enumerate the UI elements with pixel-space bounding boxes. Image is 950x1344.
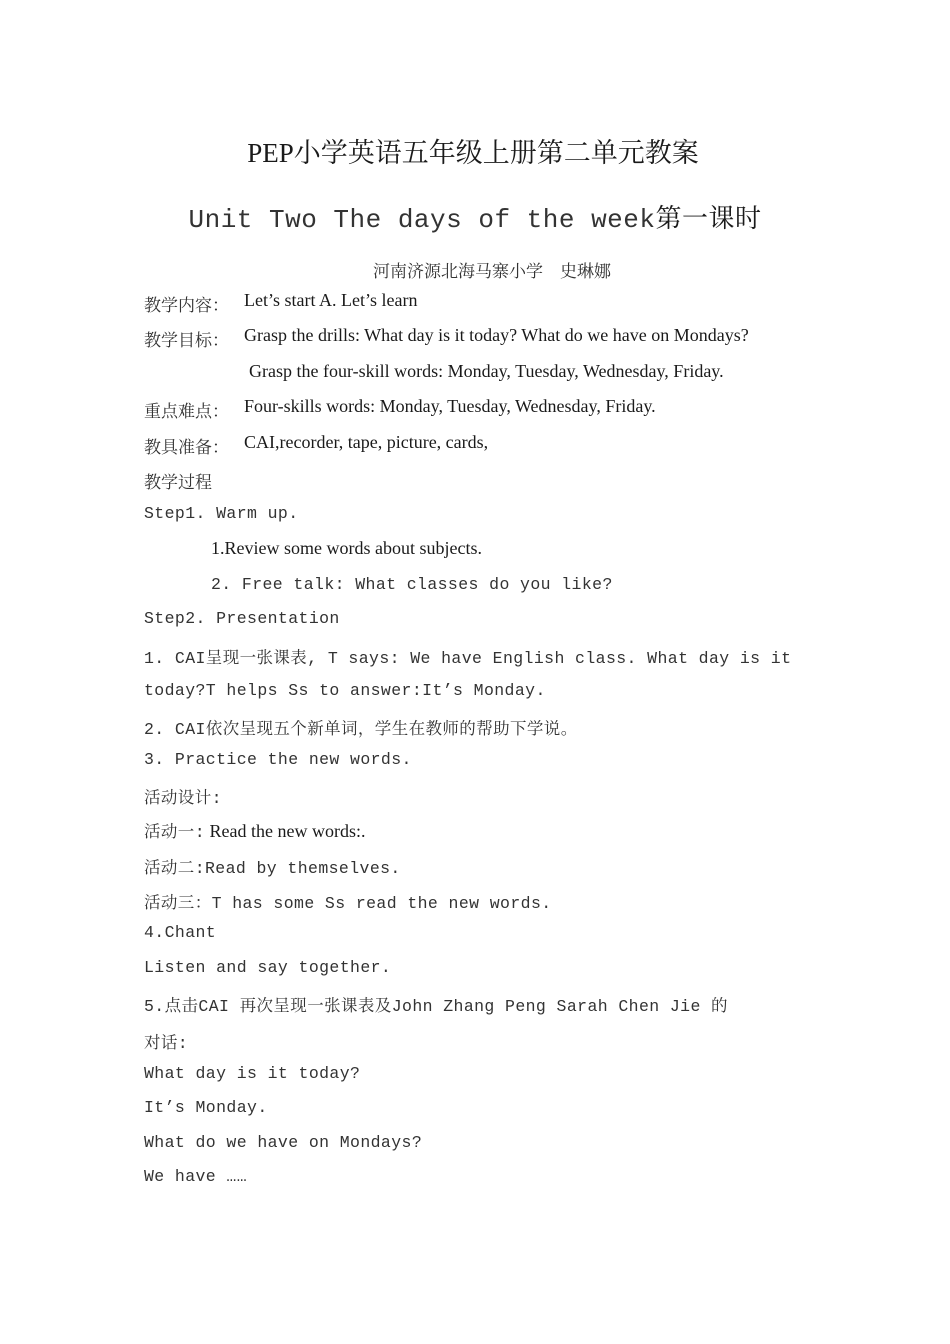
- step1-item-2: 2. Free talk: What classes do you like?: [211, 575, 613, 594]
- step1-item-1: 1.Review some words about subjects.: [211, 538, 482, 558]
- keypoints-label: 重点难点：: [144, 402, 229, 422]
- keypoints-value: Four-skills words: Monday, Tuesday, Wednesday, Friday.: [244, 396, 656, 416]
- dialogue-line: What day is it today?: [144, 1064, 361, 1083]
- goals-label: 教学目标：: [144, 331, 229, 351]
- activity-1-label: 活动一:: [144, 823, 206, 842]
- author-line: 河南济源北海马寨小学 史琳娜: [373, 262, 611, 282]
- activity-1: [144, 818, 365, 842]
- goals-line-2: Grasp the four-skill words: Monday, Tuesday, Wednesday, Friday.: [249, 361, 724, 381]
- step2-item-2: 2. CAI依次呈现五个新单词，学生在教师的帮助下学说。: [144, 720, 578, 739]
- content-value: Let’s start A. Let’s learn: [244, 290, 418, 310]
- activity-2: 活动二:Read by themselves.: [144, 859, 401, 878]
- step2-item-1-line-1: 1. CAI呈现一张课表, T says: We have English class. What day is it: [144, 649, 792, 668]
- step2-item-1-line-2: today?T helps Ss to answer:It’s Monday.: [144, 681, 546, 700]
- activities-label: 活动设计:: [144, 789, 222, 808]
- step2-heading: Step2. Presentation: [144, 609, 340, 628]
- goals-line-1: Grasp the drills: What day is it today? What do we have on Mondays?: [244, 325, 749, 345]
- content-label: 教学内容：: [144, 296, 229, 316]
- dialogue-intro-line-1: 5.点击CAI 再次呈现一张课表及John Zhang Peng Sarah Chen Jie 的: [144, 997, 728, 1016]
- process-label: 教学过程: [144, 473, 212, 493]
- materials-value: CAI,recorder, tape, picture, cards,: [244, 432, 489, 452]
- unit-subtitle-lesson: 第一课时: [655, 204, 762, 234]
- dialogue-line: What do we have on Mondays?: [144, 1133, 423, 1152]
- step1-heading: Step1. Warm up.: [144, 504, 299, 523]
- step2-item-3: 3. Practice the new words.: [144, 750, 412, 769]
- unit-subtitle-english: Unit Two The days of the week: [188, 205, 656, 235]
- dialogue-line: It’s Monday.: [144, 1098, 268, 1117]
- dialogue-intro-line-2: 对话:: [144, 1034, 189, 1053]
- activity-1-text: Read the new words:.: [205, 821, 366, 841]
- document-title: PEP小学英语五年级上册第二单元教案: [247, 138, 699, 168]
- activity-3: 活动三：T has some Ss read the new words.: [144, 894, 552, 913]
- chant-text: Listen and say together.: [144, 958, 392, 977]
- chant-heading: 4.Chant: [144, 923, 217, 942]
- unit-subtitle: [0, 198, 950, 235]
- materials-label: 教具准备：: [144, 438, 229, 458]
- dialogue-line: We have ……: [144, 1167, 248, 1186]
